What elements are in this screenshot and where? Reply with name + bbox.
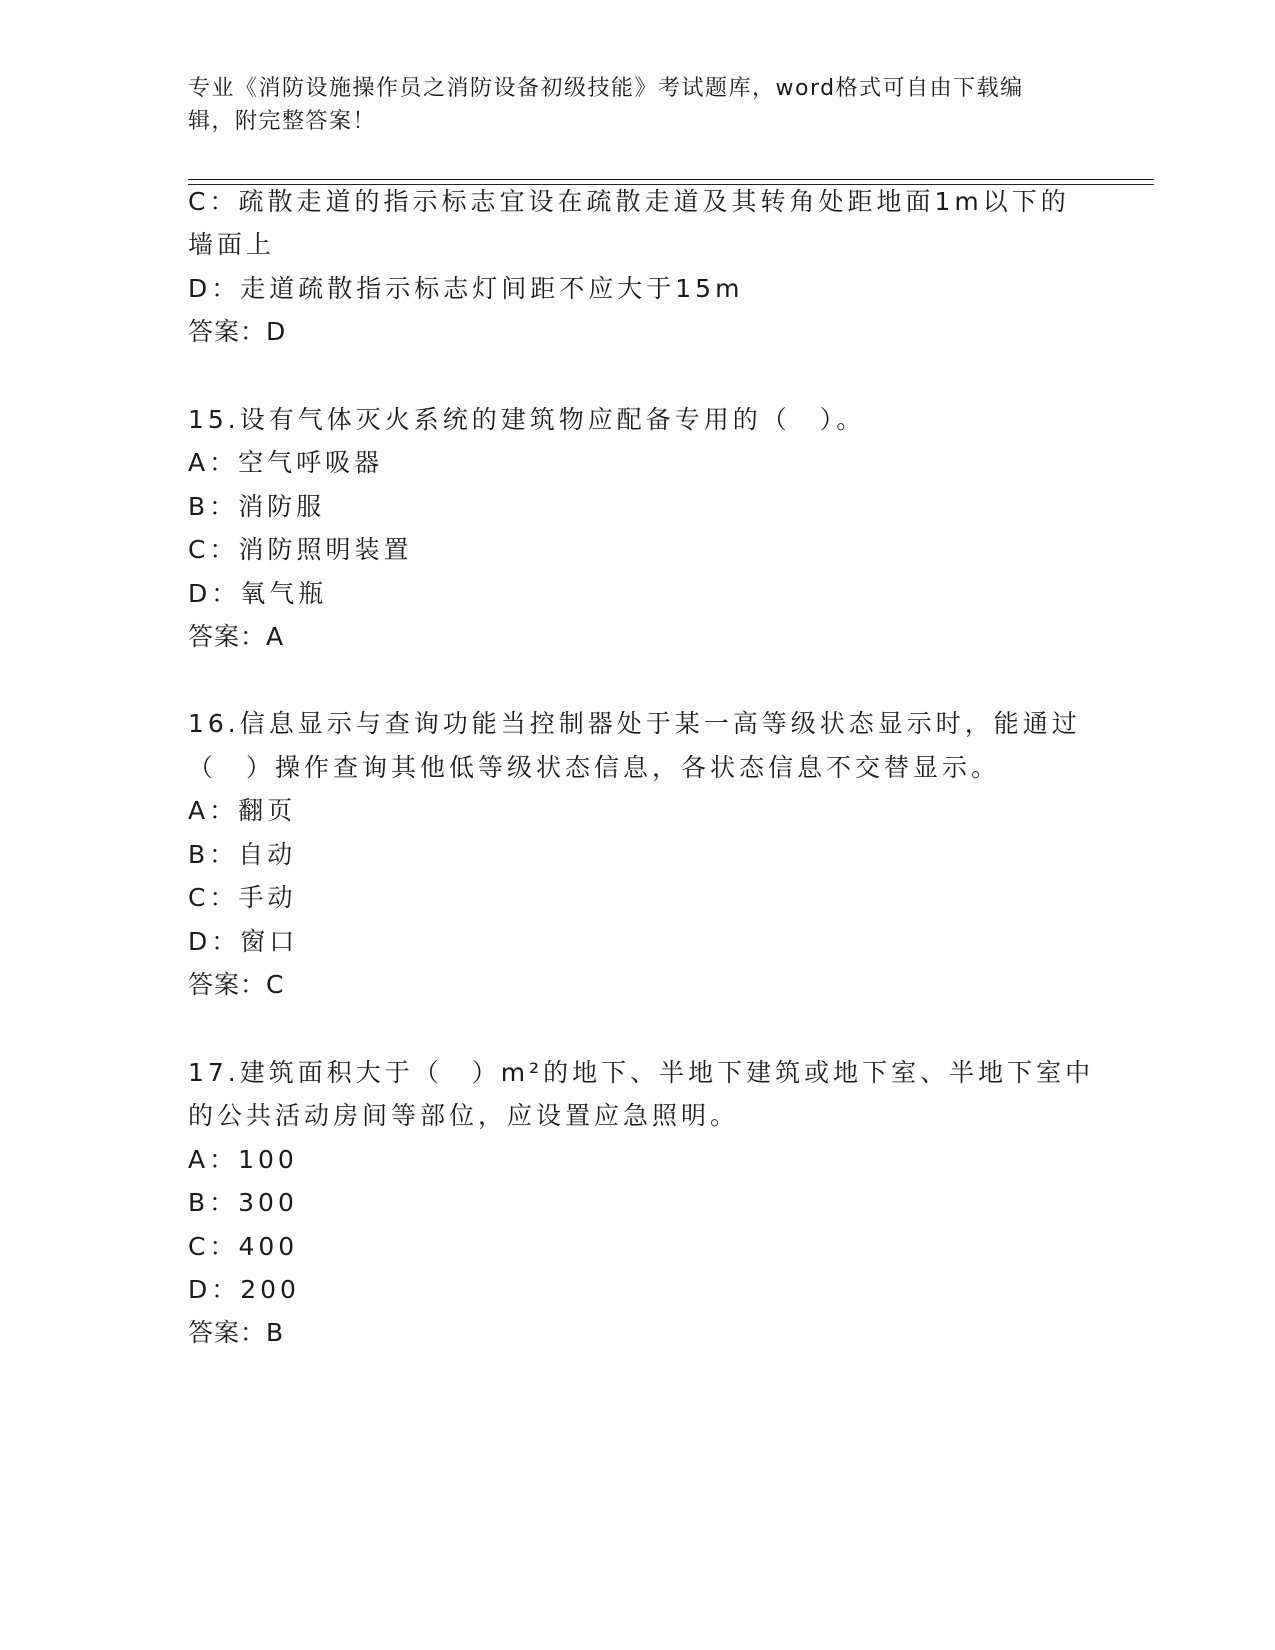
q16-question-line2: （ ）操作查询其他低等级状态信息，各状态信息不交替显示。	[188, 753, 1001, 782]
q17-question-line1: 17.建筑面积大于（ ）m²的地下、半地下建筑或地下室、半地下室中	[188, 1058, 1095, 1087]
q16-option-c: C：手动	[188, 883, 297, 912]
q17-answer: 答案：B	[188, 1318, 285, 1347]
q15-answer: 答案：A	[188, 622, 285, 651]
header-divider-bottom	[188, 184, 1154, 185]
q17-option-d: D：200	[188, 1275, 300, 1304]
q15-option-a: A：空气呼吸器	[188, 448, 384, 477]
q15-option-b: B：消防服	[188, 492, 326, 521]
q17-option-b: B：300	[188, 1188, 298, 1217]
q16-option-b: B：自动	[188, 840, 297, 869]
q16-option-a: A：翻页	[188, 796, 297, 825]
q17-question-line2: 的公共活动房间等部位，应设置应急照明。	[188, 1101, 740, 1130]
q16-option-d: D：窗口	[188, 927, 299, 956]
q15-question: 15.设有气体灭火系统的建筑物应配备专用的（ ）。	[188, 405, 866, 434]
q14-option-c-line2: 墙面上	[188, 230, 276, 259]
q16-question-line1: 16.信息显示与查询功能当控制器处于某一高等级状态显示时，能通过	[188, 709, 1081, 738]
header-divider-top	[188, 179, 1154, 180]
q16-answer: 答案：C	[188, 970, 285, 999]
q17-option-c: C：400	[188, 1232, 299, 1261]
q15-option-c: C：消防照明装置	[188, 535, 413, 564]
q15-option-d: D：氧气瓶	[188, 579, 328, 608]
q14-answer: 答案：D	[188, 317, 287, 346]
q17-option-a: A：100	[188, 1145, 298, 1174]
q14-option-d: D：走道疏散指示标志灯间距不应大于15m	[188, 274, 744, 303]
q14-option-c-line1: C：疏散走道的指示标志宜设在疏散走道及其转角处距地面1m以下的	[188, 187, 1070, 216]
document-header: 专业《消防设施操作员之消防设备初级技能》考试题库，word格式可自由下载编辑，附完整答案！	[188, 76, 1024, 134]
